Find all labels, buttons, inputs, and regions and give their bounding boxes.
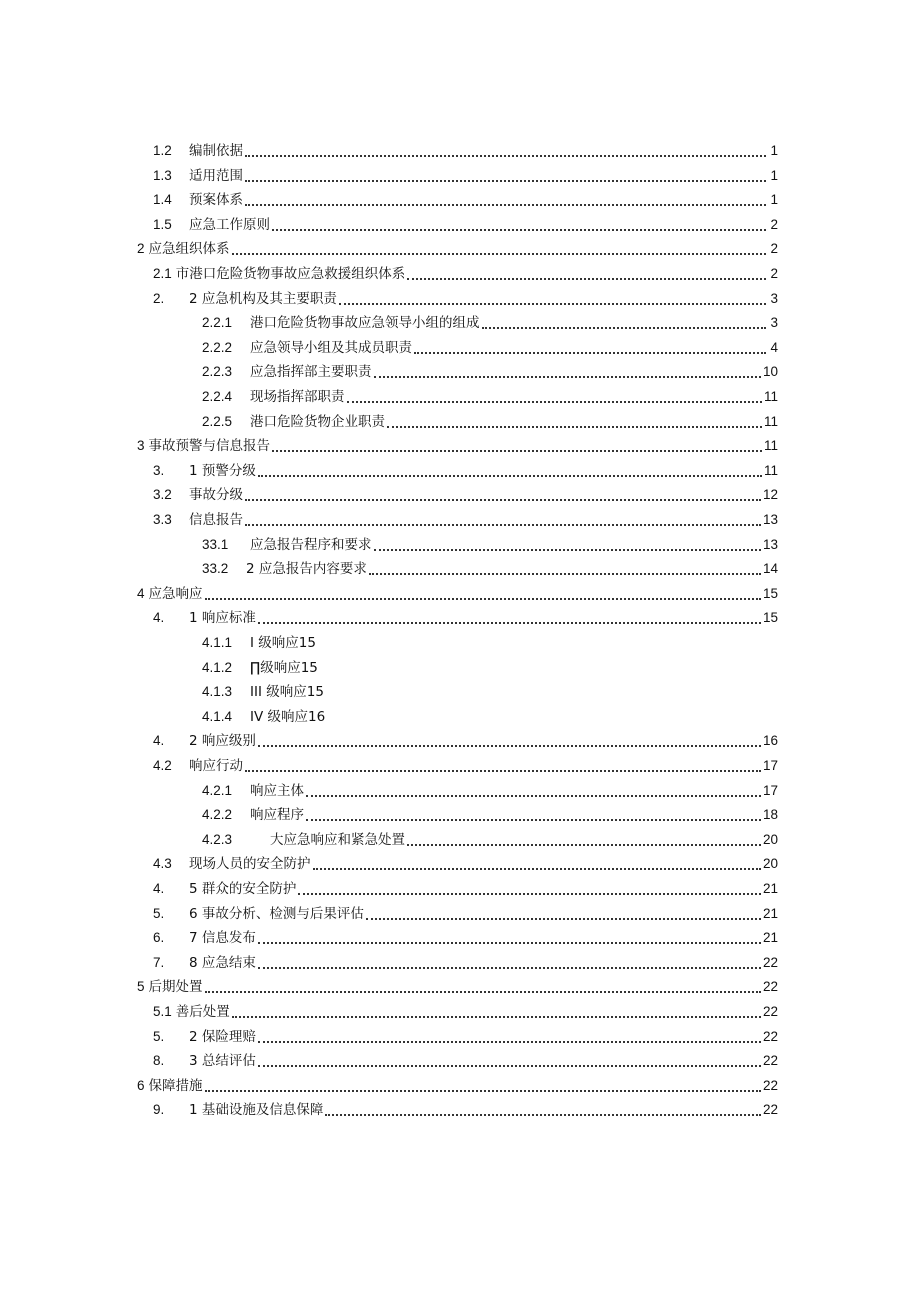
toc-entry[interactable]	[202, 359, 778, 381]
toc-entry[interactable]	[202, 802, 778, 824]
toc-entry-page: 17	[762, 758, 778, 773]
toc-leader-dots	[272, 449, 762, 452]
toc-leader-dots	[205, 1089, 761, 1092]
toc-entry-number: 4.2.3	[202, 831, 233, 847]
toc-leader-dots	[387, 425, 762, 428]
toc-entry[interactable]	[153, 286, 778, 308]
toc-entry-page: 4	[770, 339, 778, 355]
toc-leader-dots	[374, 375, 761, 378]
toc-entry-title: 应急领导小组及其成员职责	[250, 339, 412, 356]
toc-entry-title: 预案体系	[189, 192, 243, 209]
toc-entry-title: 事故分级	[189, 487, 243, 504]
toc-entry-number: 7.	[153, 954, 165, 970]
toc-entry[interactable]	[153, 851, 778, 873]
toc-entry[interactable]	[153, 187, 778, 209]
toc-entry[interactable]	[153, 753, 778, 775]
toc-entry-title: 后期处置	[148, 979, 203, 996]
toc-entry-number: 6.	[153, 930, 165, 946]
toc-entry-number: 33.2	[202, 561, 229, 577]
toc-entry[interactable]	[137, 974, 778, 996]
toc-entry-page: 22	[762, 1004, 778, 1019]
toc-entry-title: 1 基础设施及信息保障	[189, 1102, 324, 1119]
toc-entry-title: 3 总结评估	[189, 1053, 256, 1070]
toc-entry-title: 2 应急机构及其主要职责	[189, 290, 337, 307]
toc-entry-page: 12	[762, 487, 778, 503]
toc-entry-title: 事故预警与信息报告	[148, 438, 271, 455]
toc-entry-page: 10	[762, 364, 778, 380]
toc-leader-dots	[414, 351, 766, 354]
toc-entry[interactable]	[202, 630, 316, 652]
toc-leader-dots	[232, 252, 766, 255]
toc-entry-number: 4.1.1	[202, 635, 233, 650]
toc-entry-number: 6	[137, 1077, 145, 1093]
toc-entry-number: 5.	[153, 1028, 165, 1044]
toc-leader-dots	[258, 966, 761, 969]
toc-leader-dots	[258, 1040, 761, 1043]
toc-entry-page: 21	[762, 905, 778, 921]
toc-entry-number: 4.	[153, 610, 165, 626]
toc-entry-page: 22	[762, 1102, 778, 1118]
toc-entry-title: 信息报告	[189, 512, 243, 528]
toc-entry-number: 5.1	[153, 1004, 172, 1019]
toc-entry-number: 3.2	[153, 487, 172, 503]
toc-entry-number: 4.2	[153, 758, 172, 773]
toc-entry[interactable]	[202, 310, 778, 332]
toc-entry-title: 港口危险货物企业职责	[250, 413, 385, 430]
toc-entry[interactable]	[153, 482, 778, 504]
toc-leader-dots	[258, 474, 762, 477]
toc-leader-dots	[245, 154, 766, 157]
toc-entry-number: 2.2.5	[202, 413, 233, 429]
toc-leader-dots	[407, 843, 761, 846]
toc-entry[interactable]	[137, 236, 778, 258]
toc-entry-title: 7 信息发布	[189, 930, 256, 947]
toc-entry-title: 现场指挥部职责	[250, 389, 345, 405]
toc-leader-dots	[245, 179, 766, 182]
toc-entry[interactable]	[153, 261, 778, 283]
toc-entry[interactable]	[202, 556, 778, 578]
toc-entry-number: 4.2.1	[202, 782, 233, 798]
toc-entry-page: 22	[762, 1028, 778, 1044]
toc-entry-title: 善后处置	[175, 1004, 230, 1020]
toc-entry-number: 4.3	[153, 856, 172, 872]
toc-entry-title: 应急指挥部主要职责	[250, 364, 372, 381]
toc-entry-number: 4.	[153, 881, 165, 896]
toc-entry-title: 1 响应标准	[189, 610, 256, 627]
toc-entry-page: 1	[770, 143, 778, 158]
toc-entry-title: 1 预警分级	[189, 462, 256, 479]
toc-entry-title: 保障措施	[148, 1077, 203, 1094]
toc-entry-page: 13	[762, 512, 778, 527]
toc-entry-title: 应急组织体系	[148, 241, 230, 258]
toc-leader-dots	[258, 621, 761, 624]
toc-entry-number: 4.2.2	[202, 807, 233, 823]
toc-leader-dots	[272, 228, 766, 231]
toc-entry-title: 编制依据	[189, 143, 243, 159]
toc-entry-number: 33.1	[202, 536, 229, 552]
toc-entry[interactable]	[137, 433, 778, 455]
toc-entry-page: 17	[762, 782, 778, 798]
toc-entry-number: 1.4	[153, 192, 172, 208]
toc-leader-dots	[258, 1064, 761, 1067]
toc-leader-dots	[232, 1015, 761, 1018]
toc-entry-number: 4.1.3	[202, 684, 233, 700]
toc-leader-dots	[245, 523, 761, 526]
toc-entry[interactable]	[137, 581, 778, 603]
toc-entry-page: 21	[762, 881, 778, 896]
toc-entry[interactable]	[153, 163, 778, 185]
toc-entry-page: 14	[762, 561, 778, 577]
toc-entry-page: 22	[762, 1077, 778, 1093]
toc-leader-dots	[245, 498, 761, 501]
toc-leader-dots	[325, 1113, 761, 1116]
toc-entry-number: 2.1	[153, 266, 172, 281]
toc-entry-number: 4	[137, 585, 145, 601]
toc-entry-number: 2.2.3	[202, 364, 233, 380]
toc-entry-page: 13	[762, 536, 778, 552]
toc-entry-number: 1.2	[153, 143, 172, 158]
toc-entry[interactable]	[202, 827, 778, 849]
toc-entry-title: 5 群众的安全防护	[189, 881, 297, 897]
toc-entry-page: 2	[770, 266, 778, 281]
toc-entry-page: 20	[762, 856, 778, 872]
toc-entry[interactable]	[153, 728, 778, 750]
toc-entry-page: 20	[762, 831, 778, 847]
toc-leader-dots	[258, 941, 761, 944]
toc-leader-dots	[205, 990, 761, 993]
toc-leader-dots	[313, 867, 761, 870]
toc-entry-page: 15	[762, 610, 778, 626]
toc-entry-number: 2.2.1	[202, 315, 233, 331]
toc-leader-dots	[245, 203, 766, 206]
toc-entry[interactable]	[202, 679, 324, 701]
toc-entry-title: I 级响应15	[250, 635, 316, 651]
toc-leader-dots	[306, 818, 761, 821]
toc-entry-title: 现场人员的安全防护	[189, 856, 311, 873]
toc-entry-number: 5.	[153, 905, 165, 921]
toc-entry[interactable]	[153, 999, 778, 1021]
toc-entry-number: 8.	[153, 1053, 165, 1069]
toc-entry-page: 2	[770, 241, 778, 257]
toc-entry-title: IV 级响应16	[250, 708, 326, 725]
toc-entry-title: 响应程序	[250, 807, 304, 824]
toc-entry[interactable]	[153, 1097, 778, 1119]
toc-entry[interactable]	[153, 876, 778, 898]
toc-entry-number: 4.1.4	[202, 708, 233, 724]
toc-entry-number: 3	[137, 438, 145, 454]
toc-entry[interactable]	[153, 950, 778, 972]
toc-leader-dots	[339, 302, 766, 305]
toc-entry[interactable]	[153, 1048, 778, 1070]
toc-entry-page: 15	[762, 585, 778, 601]
toc-entry-number: 3.	[153, 462, 165, 478]
toc-entry-page: 22	[762, 979, 778, 995]
toc-entry[interactable]	[137, 1073, 778, 1095]
toc-entry-number: 9.	[153, 1102, 165, 1118]
toc-entry[interactable]	[202, 409, 778, 431]
toc-entry-number: 5	[137, 979, 145, 995]
toc-entry-title: 应急报告程序和要求	[250, 536, 372, 553]
toc-entry[interactable]	[153, 138, 778, 160]
toc-entry-page: 1	[770, 192, 778, 208]
toc-entry-number: 4.1.2	[202, 659, 233, 675]
toc-entry-page: 11	[763, 462, 778, 478]
toc-leader-dots	[306, 794, 761, 797]
toc-entry-title: 2 应急报告内容要求	[246, 561, 367, 578]
toc-entry-number: 2.	[153, 290, 165, 306]
toc-leader-dots	[245, 769, 761, 772]
toc-entry-page: 1	[770, 167, 778, 183]
toc-entry-page: 11	[763, 413, 778, 429]
toc-entry-title: ∏级响应15	[250, 659, 318, 676]
toc-entry[interactable]	[202, 778, 778, 800]
toc-entry[interactable]	[202, 335, 778, 357]
toc-entry-title: 市港口危险货物事故应急救援组织体系	[175, 266, 406, 282]
toc-leader-dots	[258, 744, 761, 747]
toc-entry[interactable]	[202, 532, 778, 554]
toc-entry-number: 3.3	[153, 512, 172, 527]
toc-entry-title: 响应行动	[189, 758, 243, 774]
toc-entry-number: 1.5	[153, 216, 172, 232]
toc-leader-dots	[482, 326, 767, 329]
toc-leader-dots	[205, 597, 761, 600]
toc-entry-page: 16	[762, 733, 778, 749]
toc-entry-title: 响应主体	[250, 782, 304, 799]
toc-entry-page: 3	[770, 290, 778, 306]
toc-entry[interactable]	[202, 655, 318, 677]
toc-leader-dots	[407, 277, 766, 280]
toc-entry[interactable]	[153, 212, 778, 234]
toc-entry[interactable]	[153, 1024, 778, 1046]
toc-entry-number: 2.2.4	[202, 389, 233, 404]
toc-entry-number: 2	[137, 241, 145, 257]
toc-entry[interactable]	[153, 458, 778, 480]
toc-entry-title: 8 应急结束	[189, 954, 256, 971]
toc-leader-dots	[366, 917, 761, 920]
toc-entry-title: 港口危险货物事故应急领导小组的组成	[250, 315, 480, 332]
toc-leader-dots	[298, 892, 761, 895]
toc-entry[interactable]	[202, 704, 325, 726]
toc-entry-title: III 级响应15	[250, 684, 324, 701]
toc-entry-page: 22	[762, 1053, 778, 1069]
toc-entry-page: 18	[762, 807, 778, 823]
toc-entry[interactable]	[153, 507, 778, 529]
toc-entry-page: 11	[763, 389, 778, 404]
toc-entry-page: 21	[762, 930, 778, 946]
toc-entry-title: 应急工作原则	[189, 216, 270, 233]
toc-entry-title: 应急响应	[148, 585, 203, 602]
toc-entry-page: 3	[770, 315, 778, 331]
toc-entry-page: 22	[762, 954, 778, 970]
toc-entry-title: 2 响应级别	[189, 733, 256, 750]
toc-entry-title: 大应急响应和紧急处置	[270, 831, 405, 848]
toc-entry[interactable]	[153, 901, 778, 923]
toc-leader-dots	[369, 572, 761, 575]
toc-leader-dots	[374, 548, 761, 551]
toc-entry-title: 6 事故分析、检测与后果评估	[189, 905, 364, 922]
toc-entry[interactable]	[153, 925, 778, 947]
toc-entry-number: 2.2.2	[202, 339, 233, 355]
toc-entry[interactable]	[202, 384, 778, 406]
toc-entry[interactable]	[153, 605, 778, 627]
toc-entry-title: 适用范围	[189, 167, 243, 184]
toc-entry-number: 1.3	[153, 167, 172, 183]
toc-entry-number: 4.	[153, 733, 165, 749]
toc-entry-page: 11	[763, 438, 778, 454]
toc-entry-page: 2	[770, 216, 778, 232]
toc-leader-dots	[347, 400, 762, 403]
toc-entry-title: 2 保险理赔	[189, 1028, 256, 1045]
